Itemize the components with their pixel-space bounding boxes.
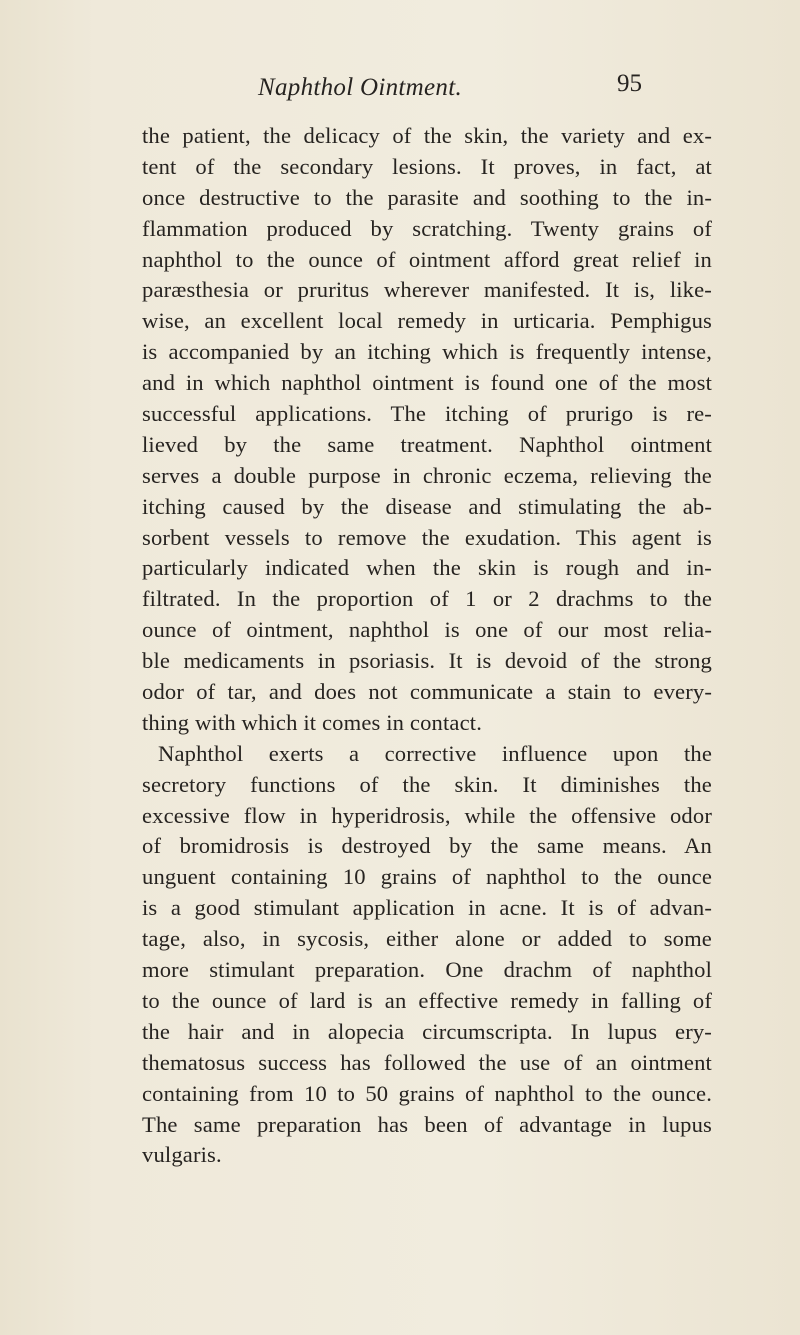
running-title: Naphthol Ointment. [258,74,463,101]
text-line: filtrated. In the proportion of 1 or 2 drachms to the [142,586,712,612]
text-line: the hair and in alopecia circumscripta. In lupus ery- [142,1018,712,1044]
text-line: the patient, the delicacy of the skin, the variety and ex- [142,123,712,148]
text-line: is a good stimulant application in acne. It is of advan- [142,895,712,921]
text-line: containing from 10 to 50 grains of naphthol to the ounce. [142,1080,712,1106]
text-line: particularly indicated when the skin is rough and in- [142,555,712,581]
text-line: paræsthesia or pruritus wherever manifested. It is, like- [142,277,712,303]
text-line: to the ounce of lard is an effective remedy in falling of [142,987,712,1013]
text-line: ounce of ointment, naphthol is one of our most relia- [142,617,712,643]
page-number: 95 [617,70,642,97]
text-line: lieved by the same treatment. Naphthol ointment [142,431,712,457]
body-text [142,121,712,1171]
text-line: serves a double purpose in chronic eczema, relieving the [142,462,712,488]
text-line: wise, an excellent local remedy in urticaria. Pemphigus [142,308,712,334]
text-line: thematosus success has followed the use of an ointment [142,1049,712,1075]
text-line: secretory functions of the skin. It diminishes the [142,771,712,797]
text-line: is accompanied by an itching which is frequently intense, [142,339,712,365]
text-line: more stimulant preparation. One drachm of naphthol [142,957,712,983]
text-line: once destructive to the parasite and soothing to the in- [142,184,712,210]
text-line: The same preparation has been of advantage in lupus [142,1111,712,1137]
text-line: successful applications. The itching of prurigo is re- [142,401,712,427]
text-line: tent of the secondary lesions. It proves, in fact, at [142,153,712,179]
text-line: ble medicaments in psoriasis. It is devoid of the strong [142,648,712,674]
text-line: of bromidrosis is destroyed by the same means. An [142,833,712,859]
paragraph-end-line: vulgaris. [142,1142,222,1168]
text-line: naphthol to the ounce of ointment afford great relief in [142,246,712,272]
text-line: odor of tar, and does not communicate a stain to every- [142,679,712,705]
text-line: and in which naphthol ointment is found one of the most [142,370,712,396]
running-head [0,70,800,110]
text-line: sorbent vessels to remove the exudation. This agent is [142,524,712,550]
text-line: flammation produced by scratching. Twenty grains of [142,215,712,241]
text-line: tage, also, in sycosis, either alone or added to some [142,926,712,952]
paragraph-end-line: thing with which it comes in contact. [142,709,482,735]
paragraph-start-line: Naphthol exerts a corrective influence upon the [158,740,712,766]
text-line: unguent containing 10 grains of naphthol to the ounce [142,864,712,890]
text-line: excessive flow in hyperidrosis, while the offensive odor [142,802,712,828]
text-line: itching caused by the disease and stimulating the ab- [142,493,712,519]
